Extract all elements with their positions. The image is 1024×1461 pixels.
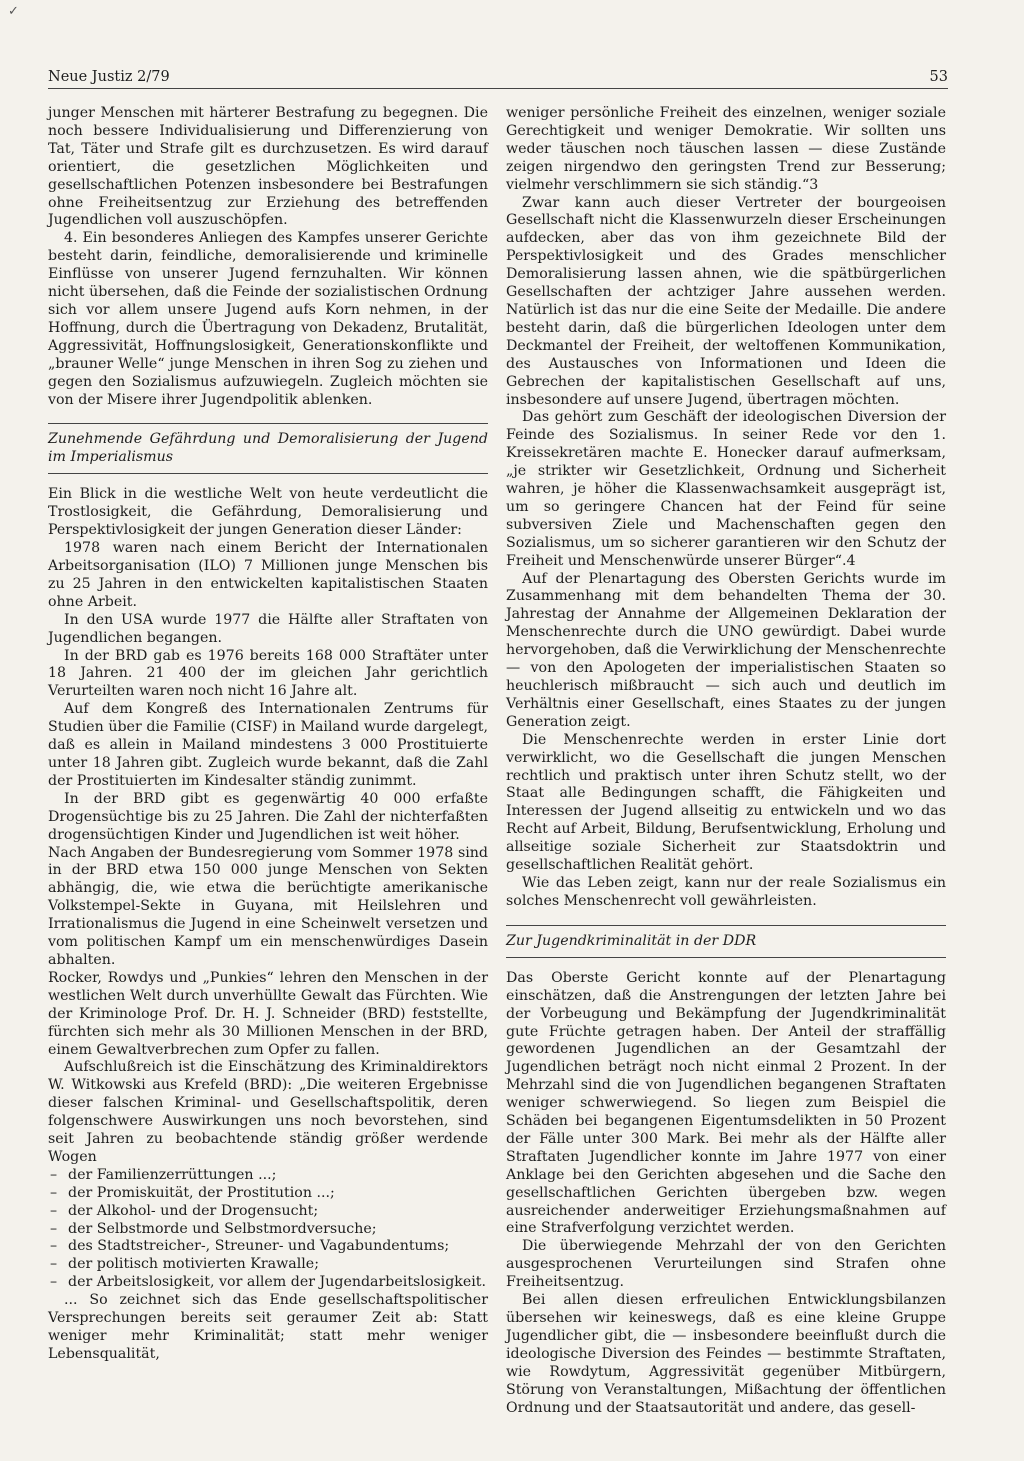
paragraph: junger Menschen mit härterer Bestrafung zu begegnen. Die noch bessere Individualisierung und Differenzierung von Tat, Täter und Strafe gilt es durchzusetzen. Es wird darauf orientiert, die gesetzlichen Möglichkeiten und gesellschaftlichen Potenzen insbesondere bei Bestrafungen ohne Freiheitsentzug zur Erziehung des betreffenden Jugendlichen voll auszuschöpfen. bbox=[48, 105, 488, 229]
paragraph: 4. Ein besonderes Anliegen des Kampfes unserer Gerichte besteht darin, feindliche, demoralisierende und kriminelle Einflüsse von unserer Jugend fernzuhalten. Wir können nicht übersehen, daß die Feinde der sozialistischen Ordnung sich vor allem unsere Jugend aufs Korn nehmen, in der Hoffnung, durch die Übertragung von Dekadenz, Brutalität, Aggressivität, Hoffnungslosigkeit, Generationskonflikte und „brauner Welle“ junge Menschen in ihren Sog zu ziehen und gegen den Sozialismus aufzuwiegeln. Zugleich möchten sie von der Misere ihrer Jugendpolitik ablenken. bbox=[48, 230, 488, 408]
section-heading: Zunehmende Gefährdung und Demoralisierung der Jugend im Imperialismus bbox=[48, 423, 488, 474]
paragraph: weniger persönliche Freiheit des einzelnen, weniger soziale Gerechtigkeit und weniger Demokratie. Wir sollten uns weder täuschen noch täuschen lassen — diese Zustände zeigen nirgendwo den geringsten Trend zur Besserung; vielmehr verschlimmern sie sich ständig.“3 bbox=[506, 105, 946, 193]
list-item: – des Stadtstreicher-, Streuner- und Vagabundentums; bbox=[48, 1238, 488, 1256]
list-item: – der Selbstmorde und Selbstmordversuche; bbox=[48, 1221, 488, 1239]
page-header bbox=[48, 64, 948, 89]
paragraph: Auf dem Kongreß des Internationalen Zentrums für Studien über die Familie (CISF) in Mailand wurde dargelegt, daß es allein in Mailand mindestens 3 000 Prostituierte unter 18 Jahren gibt. Zugleich wurde bekannt, daß die Zahl der Prostituierten im Kindesalter ständig zunimmt. bbox=[48, 701, 488, 789]
dash-list bbox=[48, 1167, 488, 1292]
paragraph: In der BRD gibt es gegenwärtig 40 000 erfaßte Drogensüchtige bis zu 25 Jahren. Die Zahl der nichterfaßten drogensüchtigen Kinder und Jugendlichen ist weit höher. bbox=[48, 790, 488, 843]
paragraph: Die überwiegende Mehrzahl der von den Gerichten ausgesprochenen Verurteilungen sind Strafen ohne Freiheitsentzug. bbox=[506, 1238, 946, 1291]
margin-mark: ✓ bbox=[8, 4, 19, 19]
paragraph: Rocker, Rowdys und „Punkies“ lehren den Menschen in der westlichen Welt durch unverhüllte Gewalt das Fürchten. Wie der Kriminologe Prof. Dr. H. J. Schneider (BRD) feststellte, fürchten sich mehr als 30 Millionen Menschen in der BRD, einem Gewaltverbrechen zum Opfer zu fallen. bbox=[48, 969, 488, 1058]
paragraph: Aufschlußreich ist die Einschätzung des Kriminaldirektors W. Witkowski aus Krefeld (BRD): „Die weiteren Ergebnisse dieser falschen Kriminal- und Gesellschaftspolitik, deren folgenschwere Auswirkungen uns noch bevorstehen, sind seit Jahren zu beobachtende ständig größer werdende Wogen bbox=[48, 1059, 488, 1165]
list-item: – der politisch motivierten Krawalle; bbox=[48, 1256, 488, 1274]
paragraph: Das Oberste Gericht konnte auf der Plenartagung einschätzen, daß die Anstrengungen der letzten Jahre bei der Vorbeugung und Bekämpfung der Jugendkriminalität gute Früchte getragen haben. Der Anteil der straffällig gewordenen Jugendlichen an der Gesamtzahl der Jugendlichen beträgt noch nicht einmal 2 Prozent. In der Mehrzahl sind die von Jugendlichen begangenen Straftaten weniger schwerwiegend. So liegen zum Beispiel die Schäden bei begangenen Eigentumsdelikten in 50 Prozent der Fälle unter 300 Mark. Bei mehr als der Hälfte aller Straftaten Jugendlicher konnte im Jahre 1977 von einer Anklage bei den Gerichten abgesehen und die Sache den gesellschaftlichen Gerichten übergeben bzw. wegen ausreichender anderweitiger Erziehungsmaßnahmen auf eine Strafverfolgung verzichtet werden. bbox=[506, 969, 946, 1237]
paragraph: Das gehört zum Geschäft der ideologischen Diversion der Feinde des Sozialismus. In seiner Rede vor den 1. Kreissekretären machte E. Honecker darauf aufmerksam, „je strikter wir Gesetzlichkeit, Ordnung und Sicherheit wahren, je höher die Klassenwachsamkeit ausgeprägt ist, um so geringere Chancen hat der Feind für seine subversiven Ziele und Machenschaften gegen den Sozialismus, um so sicherer garantieren wir den Schutz der Freiheit und Menschenwürde unserer Bürger“.4 bbox=[506, 409, 946, 569]
page-number: 53 bbox=[929, 69, 948, 85]
paragraph: Bei allen diesen erfreulichen Entwicklungsbilanzen übersehen wir keineswegs, daß es eine kleine Gruppe Jugendlicher gibt, die — insbesondere beeinflußt durch die ideologische Diversion des Feindes — bestimmte Straftaten, wie Rowdytum, Aggressivität gegenüber Mitbürgern, Störung von Veranstaltungen, Mißachtung der öffentlichen Ordnung und der Staatsautorität und andere, das gesell- bbox=[506, 1292, 946, 1416]
right-column bbox=[506, 105, 946, 1417]
journal-title: Neue Justiz 2/79 bbox=[48, 69, 170, 85]
list-item: – der Promiskuität, der Prostitution ...; bbox=[48, 1185, 488, 1203]
paragraph: Zwar kann auch dieser Vertreter der bourgeoisen Gesellschaft nicht die Klassenwurzeln dieser Erscheinungen aufdecken, aber das von ihm gezeichnete Bild der Perspektivlosigkeit und des Grades menschlicher Demoralisierung lassen ahnen, wie die spätbürgerlichen Gesellschaften der achtziger Jahre aussehen werden. Natürlich ist das nur die eine Seite der Medaille. Die andere besteht darin, daß die bürgerlichen Ideologen unter dem Deckmantel der Freiheit, der weltoffenen Kommunikation, des Austausches von Informationen und Ideen die Gebrechen der kapitalistischen Gesellschaft auf uns, insbesondere auf unsere Jugend, übertragen möchten. bbox=[506, 194, 946, 408]
paragraph: In den USA wurde 1977 die Hälfte aller Straftaten von Jugendlichen begangen. bbox=[48, 611, 488, 646]
list-item: – der Arbeitslosigkeit, vor allem der Jugendarbeitslosigkeit. bbox=[48, 1274, 488, 1292]
list-item: – der Alkohol- und der Drogensucht; bbox=[48, 1203, 488, 1221]
paragraph: Nach Angaben der Bundesregierung vom Sommer 1978 sind in der BRD etwa 150 000 junge Menschen von Sekten abhängig, die, wie etwa die berüchtigte amerikanische Volkstempel-Sekte in Guyana, mit Heilslehren und Irrationalismus die Jugend in eine Scheinwelt versetzen und vom politischen Kampf um ein menschenwürdiges Dasein abhalten. bbox=[48, 844, 488, 968]
paragraph: Ein Blick in die westliche Welt von heute verdeutlicht die Trostlosigkeit, die Gefährdung, Demoralisierung und Perspektivlosigkeit der jungen Generation dieser Länder: bbox=[48, 486, 488, 539]
paragraph: Wie das Leben zeigt, kann nur der reale Sozialismus ein solches Menschenrecht voll gewährleisten. bbox=[506, 874, 946, 909]
left-column bbox=[48, 105, 488, 1364]
section-heading: Zur Jugendkriminalität in der DDR bbox=[506, 925, 946, 958]
list-item: – der Familienzerrüttungen ...; bbox=[48, 1167, 488, 1185]
paragraph: Die Menschenrechte werden in erster Linie dort verwirklicht, wo die Gesellschaft die jungen Menschen rechtlich und praktisch unter ihren Schutz stellt, wo der Staat alle Bedingungen schafft, die Fähigkeiten und Interessen der Jugend allseitig zu entwickeln und wo das Recht auf Arbeit, Bildung, Berufsentwicklung, Erholung und allseitige soziale Sicherheit zur Staatsdoktrin und gesellschaftlichen Realität gehört. bbox=[506, 731, 946, 874]
paragraph: In der BRD gab es 1976 bereits 168 000 Straftäter unter 18 Jahren. 21 400 der im gleichen Jahr gerichtlich Verurteilten waren noch nicht 16 Jahre alt. bbox=[48, 647, 488, 700]
paragraph: ... So zeichnet sich das Ende gesellschaftspolitischer Versprechungen bereits seit geraumer Zeit ab: Statt weniger mehr Kriminalität; statt mehr weniger Lebensqualität, bbox=[48, 1292, 488, 1362]
paragraph: Auf der Plenartagung des Obersten Gerichts wurde im Zusammenhang mit dem behandelten Thema der 30. Jahrestag der Annahme der Allgemeinen Deklaration der Menschenrechte durch die UNO gewürdigt. Dabei wurde hervorgehoben, daß die Verwirklichung der Menschenrechte — von den Apologeten der imperialistischen Staaten so heuchlerisch mißbraucht — sich auch und deutlich im Verhältnis einer Gesellschaft, eines Staates zu der jungen Generation zeigt. bbox=[506, 570, 946, 730]
paragraph: 1978 waren nach einem Bericht der Internationalen Arbeitsorganisation (ILO) 7 Millionen junge Menschen bis zu 25 Jahren in den entwickelten kapitalistischen Staaten ohne Arbeit. bbox=[48, 540, 488, 610]
